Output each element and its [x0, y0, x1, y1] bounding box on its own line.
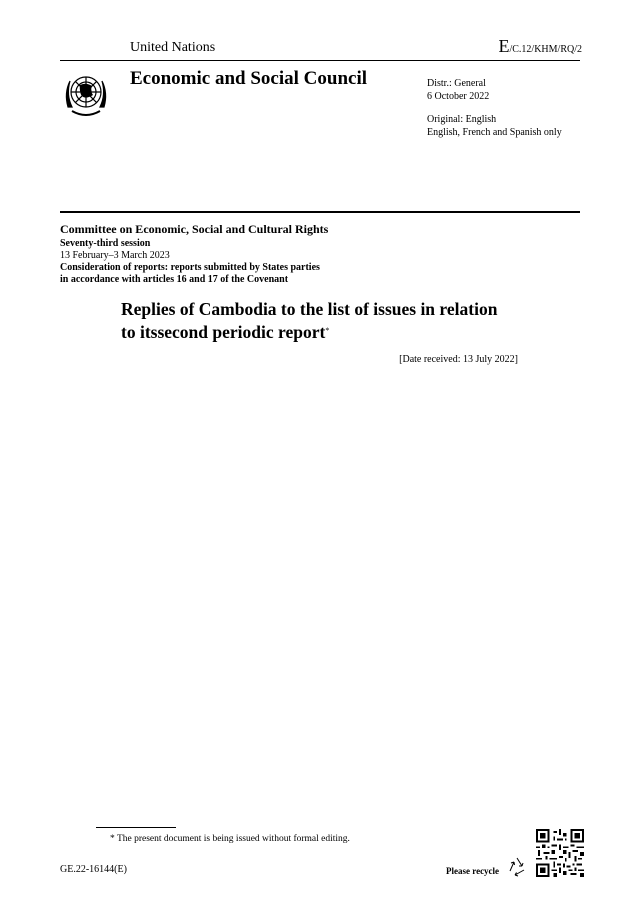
distribution-block	[427, 77, 562, 139]
document-symbol	[498, 36, 582, 57]
agenda-item-line1: Consideration of reports: reports submitted by States parties	[60, 262, 320, 273]
session-name: Seventy-third session	[60, 238, 151, 249]
title-line2: to itssecond periodic report	[121, 322, 326, 342]
original-language: Original: English	[427, 114, 497, 125]
languages: English, French and Spanish only	[427, 127, 562, 138]
symbol-prefix: E	[498, 36, 510, 56]
session-dates: 13 February–3 March 2023	[60, 250, 170, 261]
un-emblem-icon	[60, 67, 112, 119]
title-line1: Replies of Cambodia to the list of issues in relation	[121, 299, 498, 319]
header-rule	[60, 60, 580, 61]
section-rule	[60, 211, 580, 213]
committee-name: Committee on Economic, Social and Cultural Rights	[60, 222, 329, 236]
qr-code-icon	[536, 829, 584, 877]
date-received: [Date received: 13 July 2022]	[399, 354, 518, 365]
council-name: Economic and Social Council	[130, 68, 367, 89]
document-title	[121, 299, 541, 343]
organization-name: United Nations	[130, 40, 216, 55]
issue-date: 6 October 2022	[427, 91, 490, 102]
footnote: * The present document is being issued without formal editing.	[110, 834, 350, 844]
footnote-marker: *	[325, 326, 330, 335]
recycle-label: Please recycle	[446, 866, 500, 876]
distribution: Distr.: General	[427, 78, 486, 89]
recycle-icon	[506, 856, 528, 878]
footnote-rule	[96, 827, 176, 828]
agenda-item-line2: in accordance with articles 16 and 17 of the Covenant	[60, 274, 289, 285]
session-block	[60, 238, 320, 286]
document-number: GE.22-16144(E)	[60, 864, 127, 875]
symbol-rest: /C.12/KHM/RQ/2	[509, 44, 582, 55]
